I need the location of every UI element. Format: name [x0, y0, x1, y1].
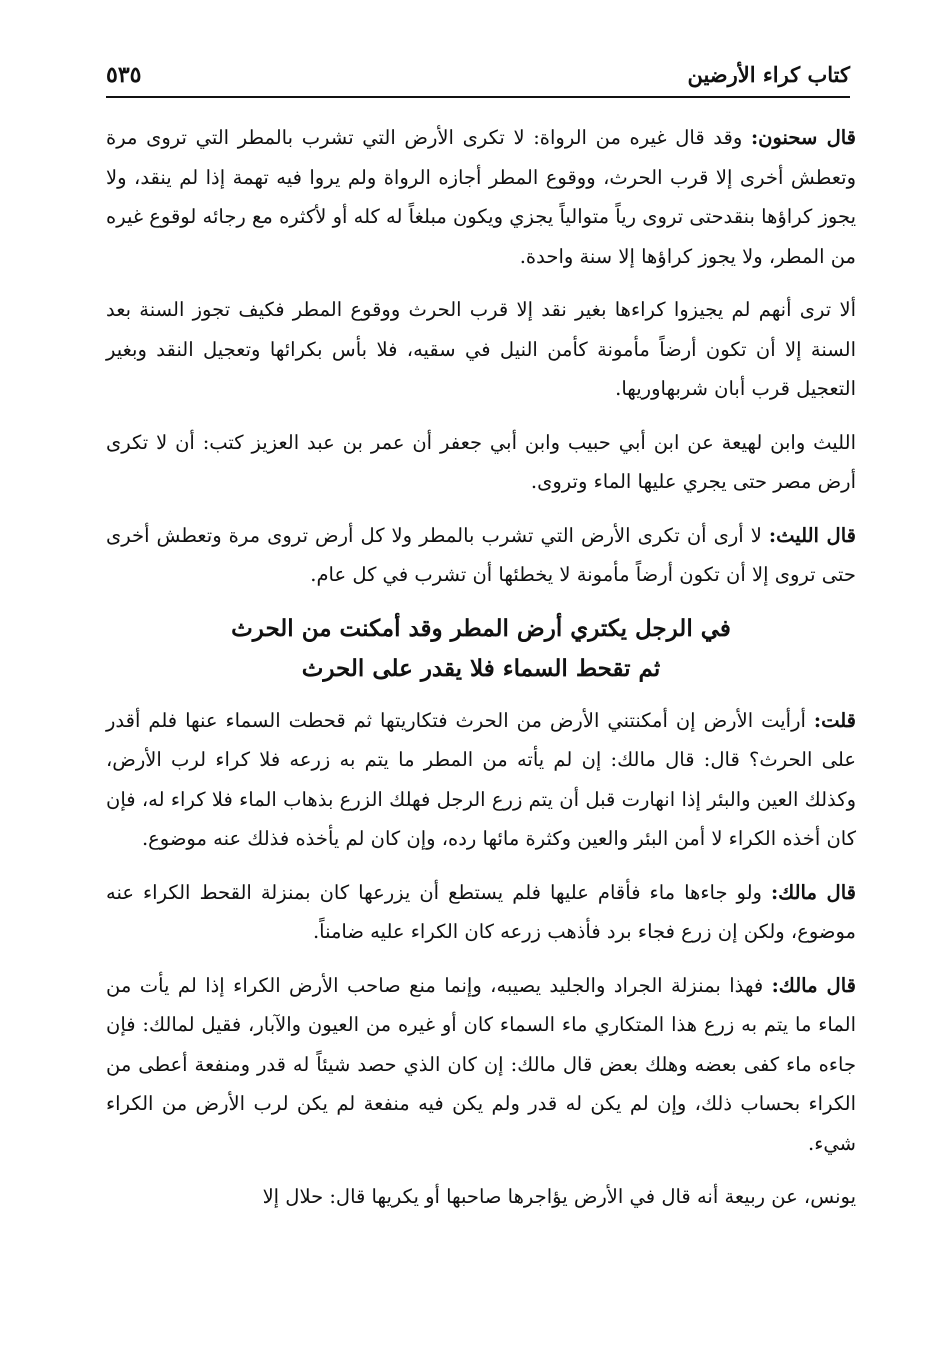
paragraph-text: وقد قال غيره من الرواة: لا تكرى الأرض التي تشرب بالمطر التي تروى مرة وتعطش أخرى إلا قرب الحرث، ووقوع المطر أجازه الرواة ولم يروا فيه تهمة إذا لم ينقد، ولا يجوز كراؤها بنقدحتى تروى رياً متوالياً يجزي ويكون مبلغاً له كله أو لأكثره مع رجائه لوقوع غيره من المطر، ولا يجوز كراؤها إلا سنة واحدة.: [106, 126, 856, 268]
paragraph: [106, 516, 856, 595]
speaker-label: قال مالك:: [771, 973, 856, 997]
paragraph-text: الليث وابن لهيعة عن ابن أبي حبيب وابن أبي جعفر أن عمر بن عبد العزيز كتب: أن لا تكرى أرض مصر حتى يجري عليها الماء وتروى.: [106, 430, 856, 493]
paragraph: [106, 290, 856, 409]
paragraph-text: فهذا بمنزلة الجراد والجليد يصيبه، وإنما منع صاحب الأرض الكراء إذا لم يأت من الماء ما يتم به زرع هذا المتكاري ماء السماء كان أو غيره من العيون والآبار، فقيل لمالك: فإن جاءه ماء كفى بعضه وهلك بعض قال مالك: إن كان الذي حصد شيئاً له قدر ومنفعة أعطى من الكراء بحساب ذلك، وإن لم يكن له قدر ولم يكن فيه منفعة لم يكن لرب الأرض من الكراء شيء.: [106, 973, 856, 1155]
paragraph: [106, 701, 856, 859]
section-heading-line-1: في الرجل يكتري أرض المطر وقد أمكنت من الحرث: [231, 614, 731, 642]
section-heading: [106, 609, 856, 689]
chapter-title: كتاب كراء الأرضين: [687, 62, 850, 87]
paragraph-text: ولو جاءها ماء فأقام عليها فلم يستطع أن يزرعها كان بمنزلة القحط الكراء عنه موضوع، ولكن إن زرع فجاء برد فأذهب زرعه كان الكراء عليه ضامناً.: [106, 880, 856, 943]
speaker-label: قلت:: [813, 708, 856, 732]
paragraph: [106, 1177, 856, 1217]
speaker-label: قال سحنون:: [750, 126, 857, 149]
section-heading-line-2: ثم تقحط السماء فلا يقدر على الحرث: [301, 654, 661, 682]
paragraph-text: ألا ترى أنهم لم يجيزوا كراءها بغير نقد إلا قرب الحرث ووقوع المطر فكيف تجوز السنة بعد السنة إلا أن تكون أرضاً مأمونة كأمن النيل في سقيه، فلا بأس بكرائها وتعجيل النقد وبغير التعجيل قرب أبان شربهاوريها.: [106, 298, 856, 400]
paragraph: [106, 873, 856, 952]
page-number: ٥٣٥: [106, 62, 142, 88]
paragraph: [106, 118, 856, 276]
paragraph-text: لا أرى أن تكرى الأرض التي تشرب بالمطر ولا كل أرض تروى مرة وتعطش أخرى حتى تروى إلا أن تكون أرضاً مأمونة لا يخطئها أن تشرب في كل عام.: [106, 523, 856, 586]
main-text: [106, 118, 856, 1231]
speaker-label: قال مالك:: [770, 880, 856, 904]
paragraph-text: أرأيت الأرض إن أمكنتني الأرض من الحرث فتكاريتها ثم قحطت السماء عنها فلم أقدر على الحرث؟ قال: قال مالك: إن لم يأته من المطر ما يتم به زرعه فلا كراء لرب الأرض، وكذلك العين والبئر إذا انهارت قبل أن يتم زرع الرجل فهلك الزرع بذهاب الماء فلا كراء له، فإن كان أخذه الكراء لا أمن البئر والعين وكثرة مائها رده، وإن كان لم يأخذه فذلك عنه موضوع.: [106, 708, 856, 850]
paragraph-text: يونس، عن ربيعة أنه قال في الأرض يؤاجرها صاحبها أو يكريها قال: حلال إلا: [262, 1185, 856, 1208]
paragraph: [106, 423, 856, 502]
paragraph: [106, 966, 856, 1164]
running-header: [106, 52, 850, 98]
speaker-label: قال الليث:: [768, 523, 856, 547]
